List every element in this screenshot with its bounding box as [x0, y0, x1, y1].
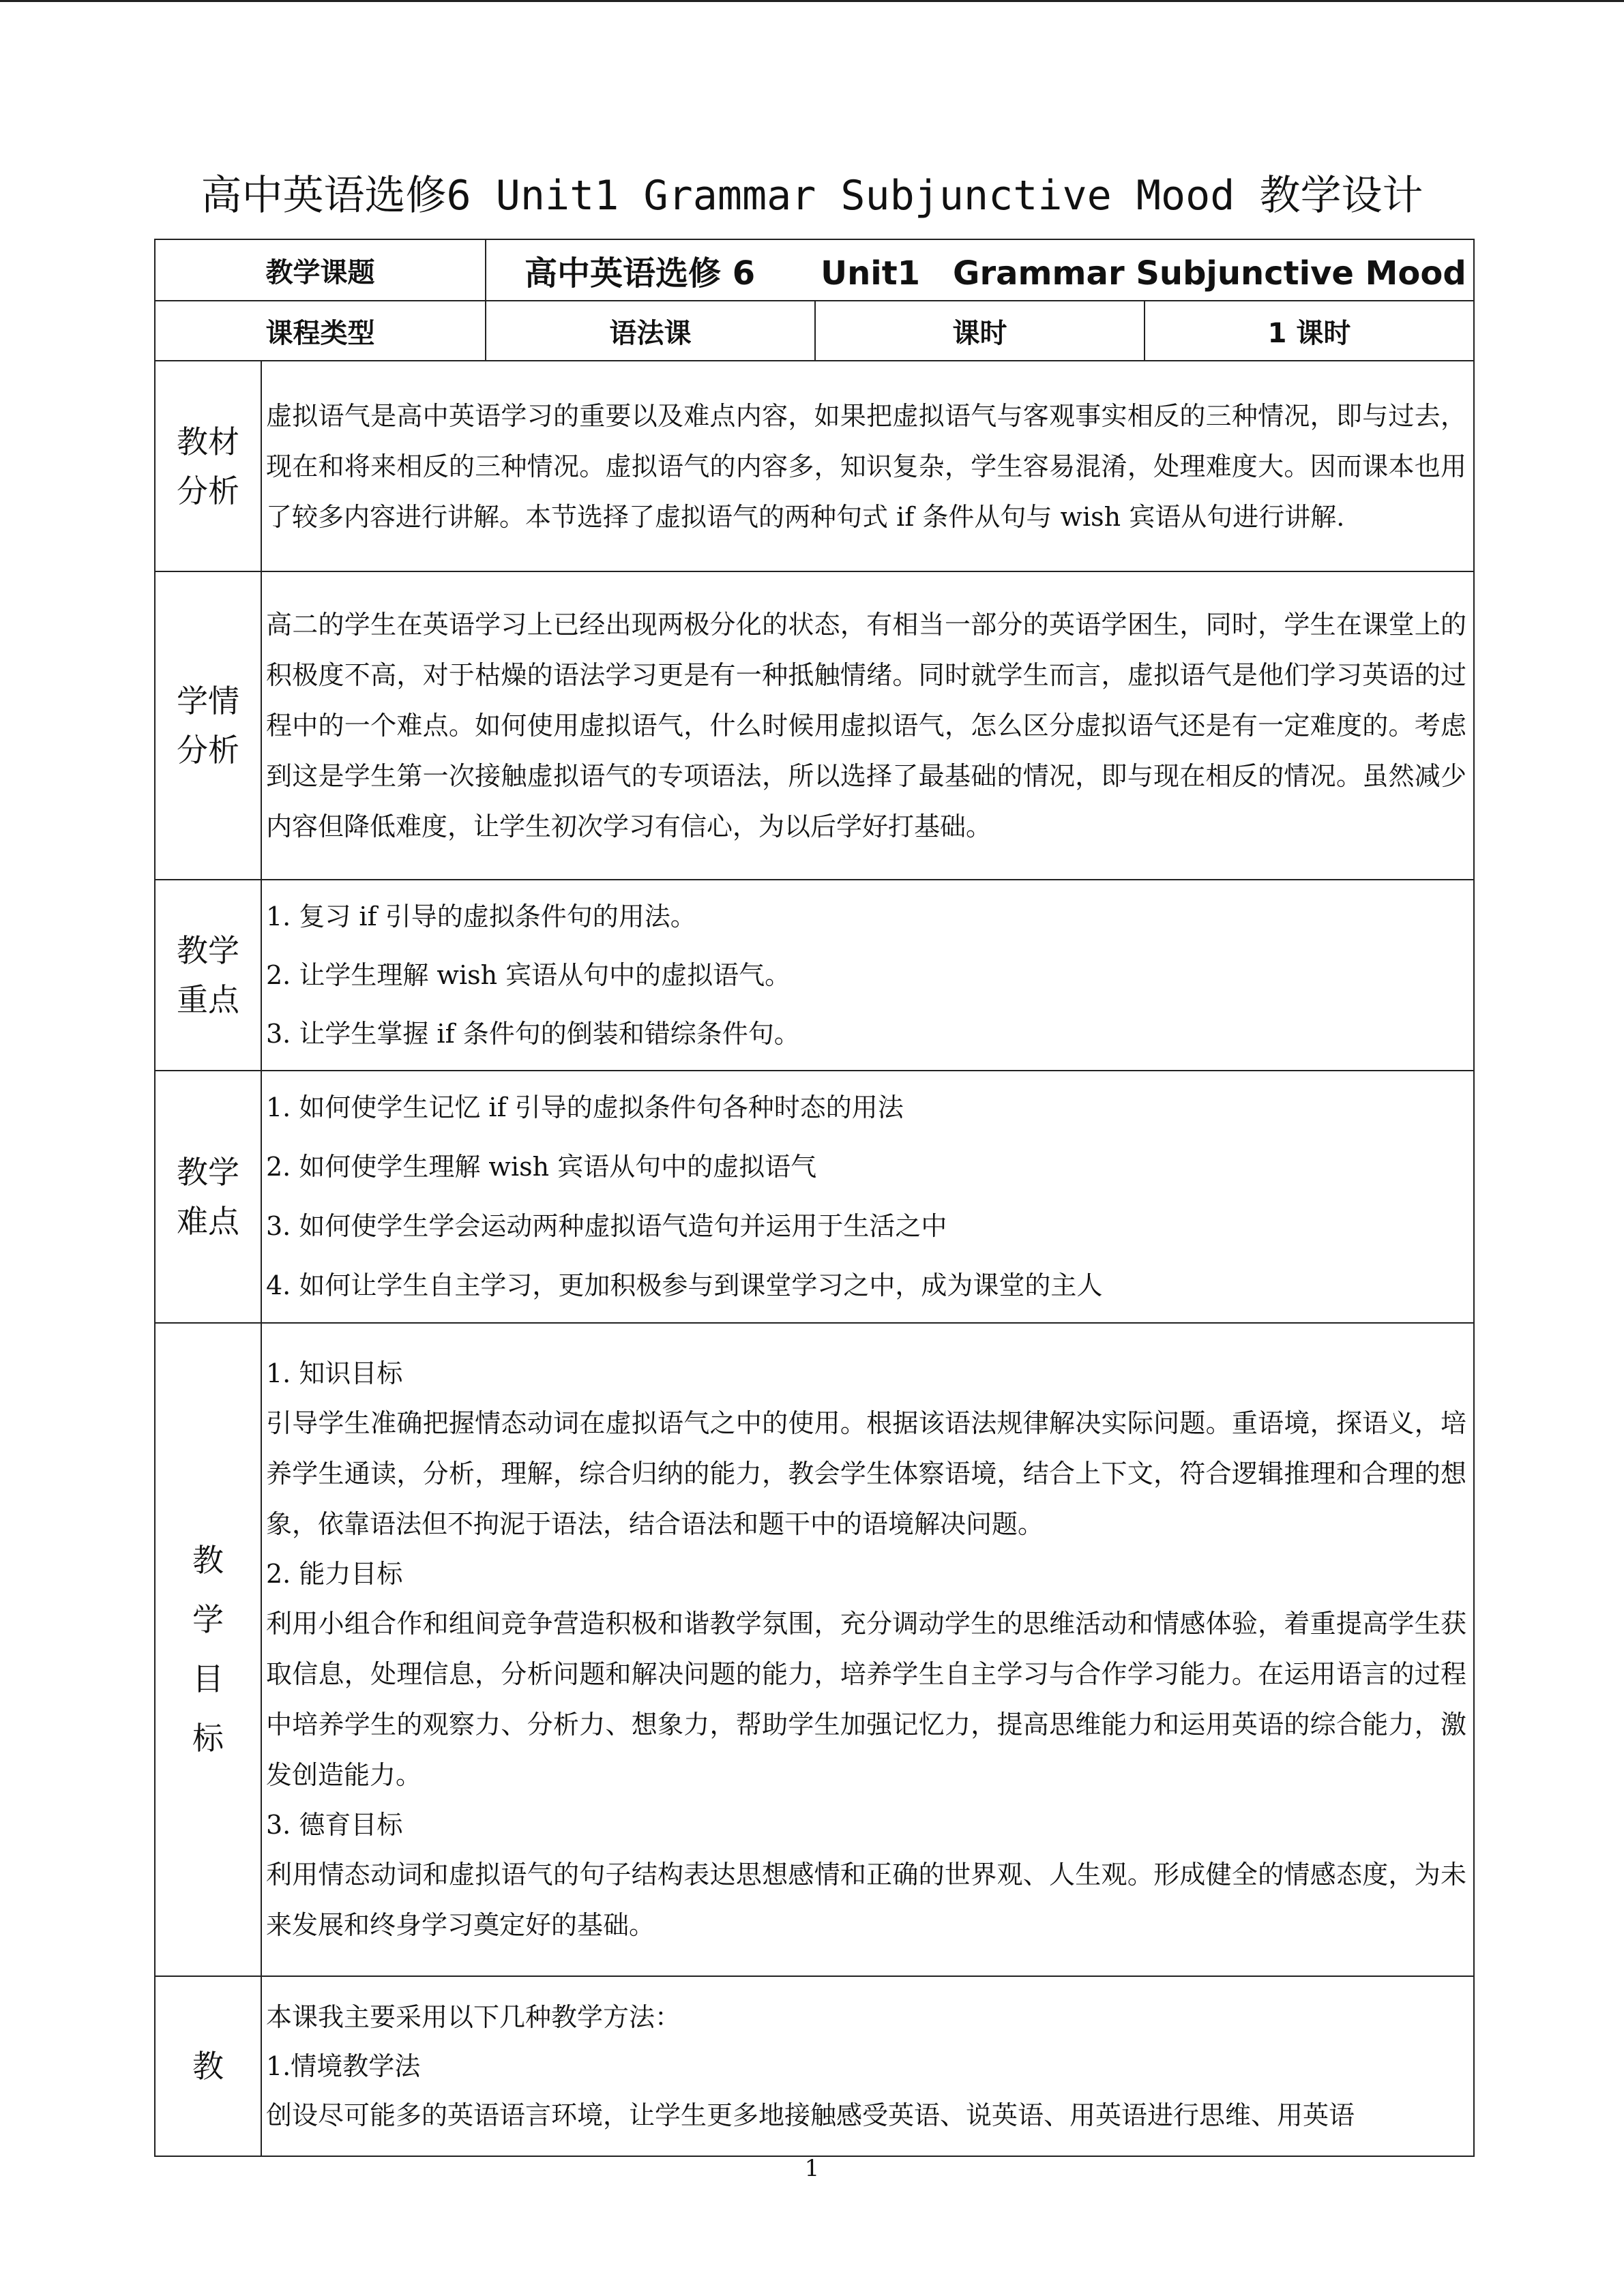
- row-teaching-goals: [155, 1323, 1474, 1976]
- list-item: 2. 如何使学生理解 wish 宾语从句中的虚拟语气: [266, 1152, 817, 1182]
- material-analysis-text: 虚拟语气是高中英语学习的重要以及难点内容，如果把虚拟语气与客观事实相反的三种情况，即与过去，现在和将来相反的三种情况。虚拟语气的内容多，知识复杂，学生容易混淆，处理难度大。因而课本也用了较多内容进行讲解。本节选择了虚拟语气的两种句式 if 条件从句与 wish 宾语从句进行讲解.: [261, 361, 1474, 571]
- moral-goal-heading: 3. 德育目标: [266, 1810, 403, 1840]
- row-course-type: [155, 301, 1474, 361]
- difficulties-list: [261, 1071, 1474, 1323]
- row-lesson-topic: [155, 239, 1474, 301]
- page-number: 1: [804, 2155, 820, 2182]
- teaching-methods-content: [261, 1976, 1474, 2156]
- list-item: 4. 如何让学生自主学习，更加积极参与到课堂学习之中，成为课堂的主人: [266, 1270, 1103, 1300]
- row-key-points: [155, 880, 1474, 1071]
- document-title: 高中英语选修6 Unit1 Grammar Subjunctive Mood 教学设计: [201, 172, 1423, 220]
- teaching-goals-content: [261, 1323, 1474, 1976]
- list-item: 1. 如何使学生记忆 if 引导的虚拟条件句各种时态的用法: [266, 1092, 904, 1122]
- method-item-text: 创设尽可能多的英语语言环境，让学生更多地接触感受英语、说英语、用英语进行思维、用英语: [266, 2100, 1355, 2130]
- list-item: 3. 如何使学生学会运动两种虚拟语气造句并运用于生活之中: [266, 1211, 947, 1241]
- teaching-goals-label: 教 学 目 标: [155, 1323, 261, 1976]
- list-item: 1. 复习 if 引导的虚拟条件句的用法。: [266, 901, 696, 931]
- row-material-analysis: [155, 361, 1474, 571]
- knowledge-goal-text: 引导学生准确把握情态动词在虚拟语气之中的使用。根据该语法规律解决实际问题。重语境，探语义，培养学生通读，分析，理解，综合归纳的能力，教会学生体察语境，结合上下文，符合逻辑推理和合理的想象，依靠语法但不拘泥于语法，结合语法和题干中的语境解决问题。: [266, 1408, 1467, 1539]
- top-border-line: [0, 0, 1624, 2]
- class-hours-value: 1 课时: [1145, 301, 1474, 361]
- difficulties-label: 教学 难点: [155, 1071, 261, 1323]
- material-analysis-label: 教材 分析: [155, 361, 261, 571]
- lesson-plan-table: [154, 239, 1475, 2157]
- key-points-list: [261, 880, 1474, 1071]
- key-points-label: 教学 重点: [155, 880, 261, 1071]
- methods-intro: 本课我主要采用以下几种教学方法：: [266, 2002, 681, 2032]
- student-analysis-text: 高二的学生在英语学习上已经出现两极分化的状态，有相当一部分的英语学困生，同时，学生在课堂上的积极度不高，对于枯燥的语法学习更是有一种抵触情绪。同时就学生而言，虚拟语气是他们学习英语的过程中的一个难点。如何使用虚拟语气，什么时候用虚拟语气，怎么区分虚拟语气还是有一定难度的。考虑到这是学生第一次接触虚拟语气的专项语法，所以选择了最基础的情况，即与现在相反的情况。虽然减少内容但降低难度，让学生初次学习有信心，为以后学好打基础。: [261, 571, 1474, 880]
- student-analysis-label: 学情 分析: [155, 571, 261, 880]
- lesson-topic-value: 高中英语选修 6 Unit1 Grammar Subjunctive Mood: [486, 239, 1474, 301]
- knowledge-goal-heading: 1. 知识目标: [266, 1358, 403, 1388]
- lesson-topic-label: 教学课题: [155, 239, 486, 301]
- course-type-label: 课程类型: [155, 301, 486, 361]
- list-item: 3. 让学生掌握 if 条件句的倒装和错综条件句。: [266, 1019, 800, 1049]
- moral-goal-text: 利用情态动词和虚拟语气的句子结构表达思想感情和正确的世界观、人生观。形成健全的情感态度，为未来发展和终身学习奠定好的基础。: [266, 1860, 1467, 1940]
- ability-goal-heading: 2. 能力目标: [266, 1559, 403, 1589]
- class-hours-label: 课时: [815, 301, 1145, 361]
- row-student-analysis: [155, 571, 1474, 880]
- course-type-value: 语法课: [486, 301, 815, 361]
- row-difficulties: [155, 1071, 1474, 1323]
- list-item: 2. 让学生理解 wish 宾语从句中的虚拟语气。: [266, 960, 791, 990]
- teaching-methods-label: 教: [155, 1976, 261, 2156]
- method-item-heading: 1.情境教学法: [266, 2051, 421, 2081]
- row-teaching-methods: [155, 1976, 1474, 2156]
- ability-goal-text: 利用小组合作和组间竞争营造积极和谐教学氛围，充分调动学生的思维活动和情感体验，着重提高学生获取信息，处理信息，分析问题和解决问题的能力，培养学生自主学习与合作学习能力。在运用语言的过程中培养学生的观察力、分析力、想象力，帮助学生加强记忆力，提高思维能力和运用英语的综合能力，激发创造能力。: [266, 1609, 1467, 1790]
